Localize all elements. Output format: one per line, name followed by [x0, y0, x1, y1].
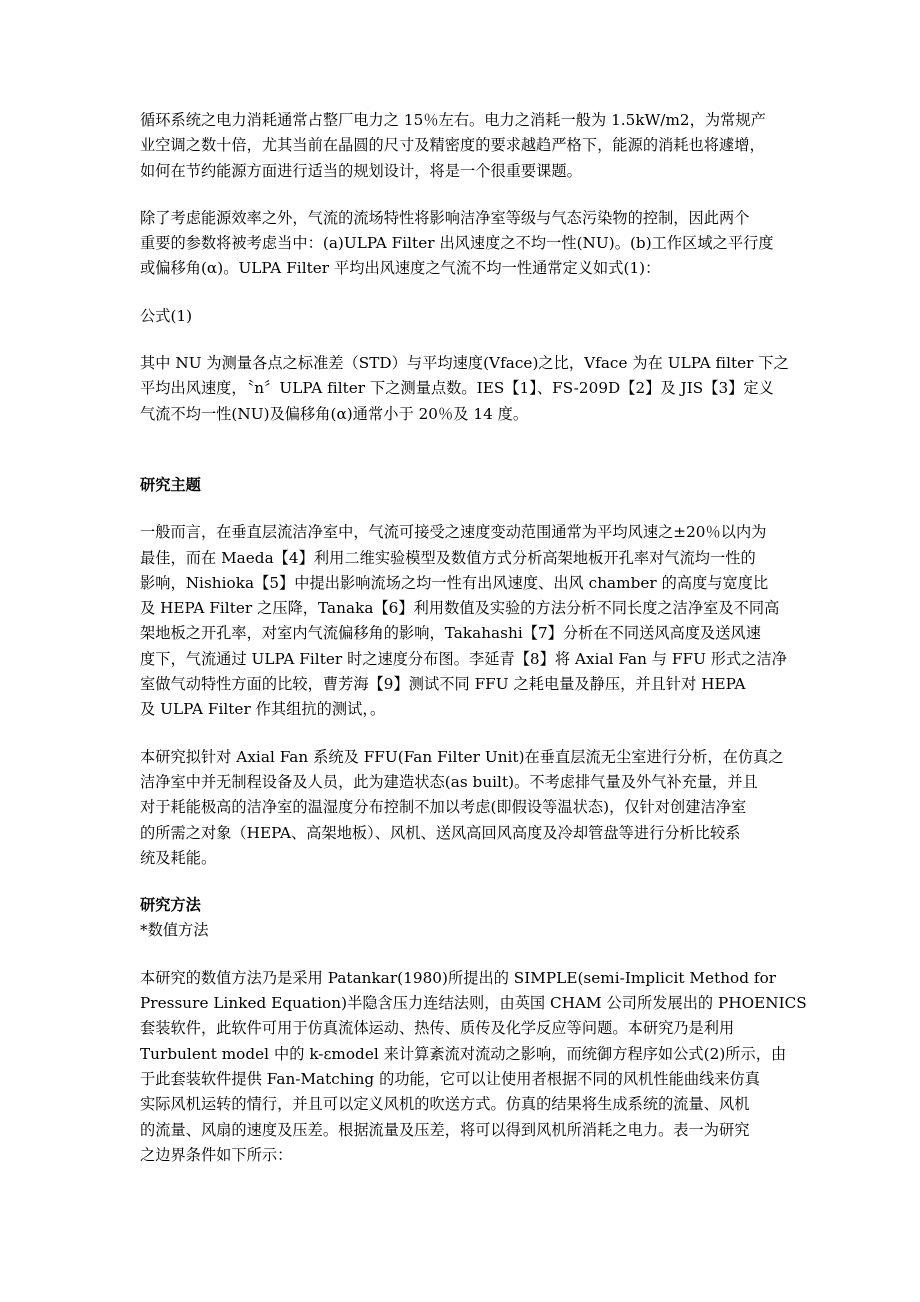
text-line: 最佳，而在 Maeda【4】利用二维实验模型及数值方式分析高架地板开孔率对气流均一性的 [140, 548, 756, 567]
text-line: 洁净室中并无制程设备及人员，此为建造状态(as built)。不考虑排气量及外气补充量，并且 [140, 772, 758, 791]
subheading-numeric-method [140, 918, 782, 943]
text-line: 气流不均一性(NU)及偏移角(α)通常小于 20％及 14 度。 [140, 404, 529, 423]
paragraph-study-scope [140, 745, 782, 871]
text-line: Pressure Linked Equation)半隐含压力连结法则，由英国 CHAM 公司所发展出的 PHOENICS [140, 994, 807, 1013]
text-line: 对于耗能极高的洁净室的温湿度分布控制不加以考虑(即假设等温状态)，仅针对创建洁净室 [140, 798, 747, 817]
text-line: 统及耗能。 [140, 848, 217, 867]
text-line: 公式(1) [140, 306, 193, 325]
text-line: 之边界条件如下所示： [140, 1145, 293, 1164]
text-line: 及 HEPA Filter 之压降，Tanaka【6】利用数值及实验的方法分析不同长度之洁净室及不同高 [140, 599, 780, 618]
text-line: 套装软件，此软件可用于仿真流体运动、热传、质传及化学反应等问题。本研究乃是利用 [140, 1019, 735, 1038]
document-page [140, 108, 807, 1168]
text-line: 于此套装软件提供 Fan-Matching 的功能，它可以让使用者根据不同的风机性能曲线来仿真 [140, 1069, 761, 1088]
section-heading-method: 研究方法 [140, 896, 201, 915]
formula-label [140, 304, 782, 329]
text-line: 度下，气流通过 ULPA Filter 时之速度分布图。李延青【8】将 Axial Fan 与 FFU 形式之洁净 [140, 649, 787, 668]
text-line: 影响，Nishioka【5】中提出影响流场之均一性有出风速度、出风 chamber 的高度与宽度比 [140, 573, 769, 592]
paragraph-literature-review [140, 520, 787, 722]
text-line: 循环系统之电力消耗通常占整厂电力之 15％左右。电力之消耗一般为 1.5kW/m2，为常规产 [140, 111, 766, 129]
text-line: 及 ULPA Filter 作其组抗的测试，。 [140, 700, 386, 719]
paragraph-numeric-method [140, 966, 807, 1168]
text-line: 实际风机运转的情行，并且可以定义风机的吹送方式。仿真的结果将生成系统的流量、风机 [140, 1095, 750, 1114]
text-line: 平均出风速度，〝n〞ULPA filter 下之测量点数。IES【1】、FS-209D【2】及 JIS【3】定义 [140, 379, 774, 398]
text-line: 如何在节约能源方面进行适当的规划设计，将是一个很重要课题。 [140, 161, 582, 180]
text-line: 的流量、风扇的速度及压差。根据流量及压差，将可以得到风机所消耗之电力。表一为研究 [140, 1120, 750, 1139]
text-line: 室做气动特性方面的比较，曹芳海【9】测试不同 FFU 之耗电量及静压，并且针对 HEPA [140, 675, 746, 694]
text-line: 一般而言，在垂直层流洁净室中，气流可接受之速度变动范围通常为平均风速之±20％以内为 [140, 523, 767, 542]
paragraph-flow-parameters [140, 206, 782, 282]
text-line: 重要的参数将被考虑当中：(a)ULPA Filter 出风速度之不均一性(NU)。(b)工作区域之平行度 [140, 234, 774, 253]
text-line: 除了考虑能源效率之外，气流的流场特性将影响洁净室等级与气态污染物的控制，因此两个 [140, 208, 750, 227]
text-line: 架地板之开孔率，对室内气流偏移角的影响，Takahashi【7】分析在不同送风高度及送风速 [140, 624, 762, 643]
text-line: 其中 NU 为测量各点之标准差（STD）与平均速度(Vface)之比，Vface 为在 ULPA filter 下之 [140, 354, 789, 373]
section-heading-topic: 研究主题 [140, 475, 201, 494]
text-line: 本研究的数值方法乃是采用 Patankar(1980)所提出的 SIMPLE(semi-Implicit Method for [140, 968, 777, 987]
text-line: *数值方法 [140, 921, 209, 940]
text-line: 业空调之数十倍，尤其当前在晶圆的尺寸及精密度的要求越趋严格下，能源的消耗也将遽增， [140, 136, 765, 155]
text-line: 或偏移角(α)。ULPA Filter 平均出风速度之气流不均一性通常定义如式(1)： [140, 259, 661, 278]
text-line: 的所需之对象（HEPA、高架地板）、风机、送风高回风高度及冷却管盘等进行分析比较系 [140, 823, 741, 842]
paragraph-power-consumption [140, 108, 782, 184]
text-line: 本研究拟针对 Axial Fan 系统及 FFU(Fan Filter Unit)在垂直层流无尘室进行分析，在仿真之 [140, 747, 784, 766]
paragraph-nu-definition [140, 351, 789, 427]
text-line: Turbulent model 中的 k-εmodel 来计算紊流对流动之影响，而统御方程序如公式(2)所示，由 [140, 1044, 787, 1063]
